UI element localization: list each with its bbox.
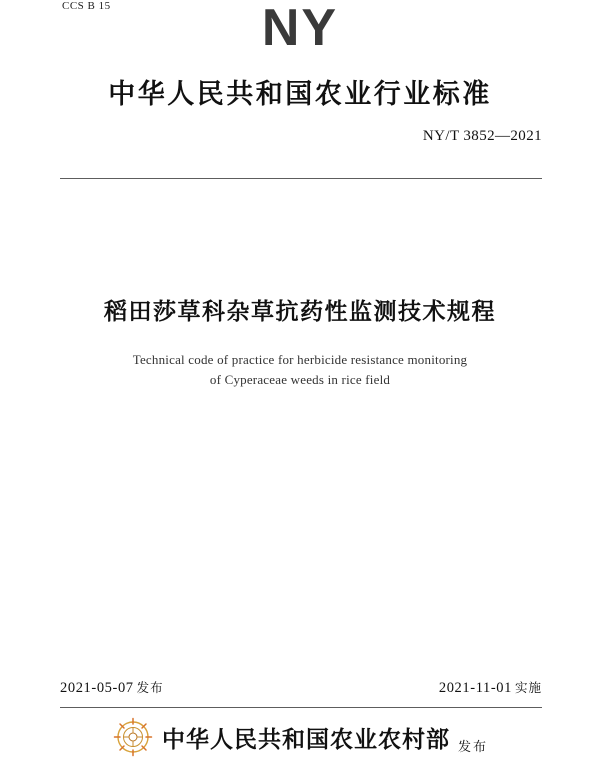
- date-row: [60, 678, 542, 697]
- effective-date-value: 2021-11-01: [438, 680, 512, 696]
- standard-title: 中华人民共和国农业行业标准: [108, 79, 492, 109]
- standard-number: NY/T 3852—2021: [422, 128, 542, 144]
- issuer-suffix: 发布: [457, 739, 488, 754]
- ny-logo: NY: [261, 0, 339, 57]
- issuer-block: [0, 716, 600, 758]
- divider-top: [60, 178, 542, 179]
- divider-bottom: [60, 707, 542, 708]
- english-title: [0, 350, 600, 390]
- issue-date-value: 2021-05-07: [60, 680, 134, 696]
- chinese-title: 稻田莎草科杂草抗药性监测技术规程: [104, 298, 496, 324]
- effective-date: [439, 678, 542, 697]
- ccs-code: CCS B 15: [62, 0, 111, 12]
- issuer-name: 中华人民共和国农业农村部: [161, 725, 450, 752]
- issue-date-label: 发布: [136, 681, 164, 695]
- national-emblem-icon: [112, 716, 154, 758]
- english-title-line-1: Technical code of practice for herbicide resistance monitoring: [132, 352, 468, 367]
- issue-date: [60, 678, 164, 697]
- effective-date-label: 实施: [514, 681, 542, 695]
- english-title-line-2: of Cyperaceae weeds in rice field: [209, 372, 391, 387]
